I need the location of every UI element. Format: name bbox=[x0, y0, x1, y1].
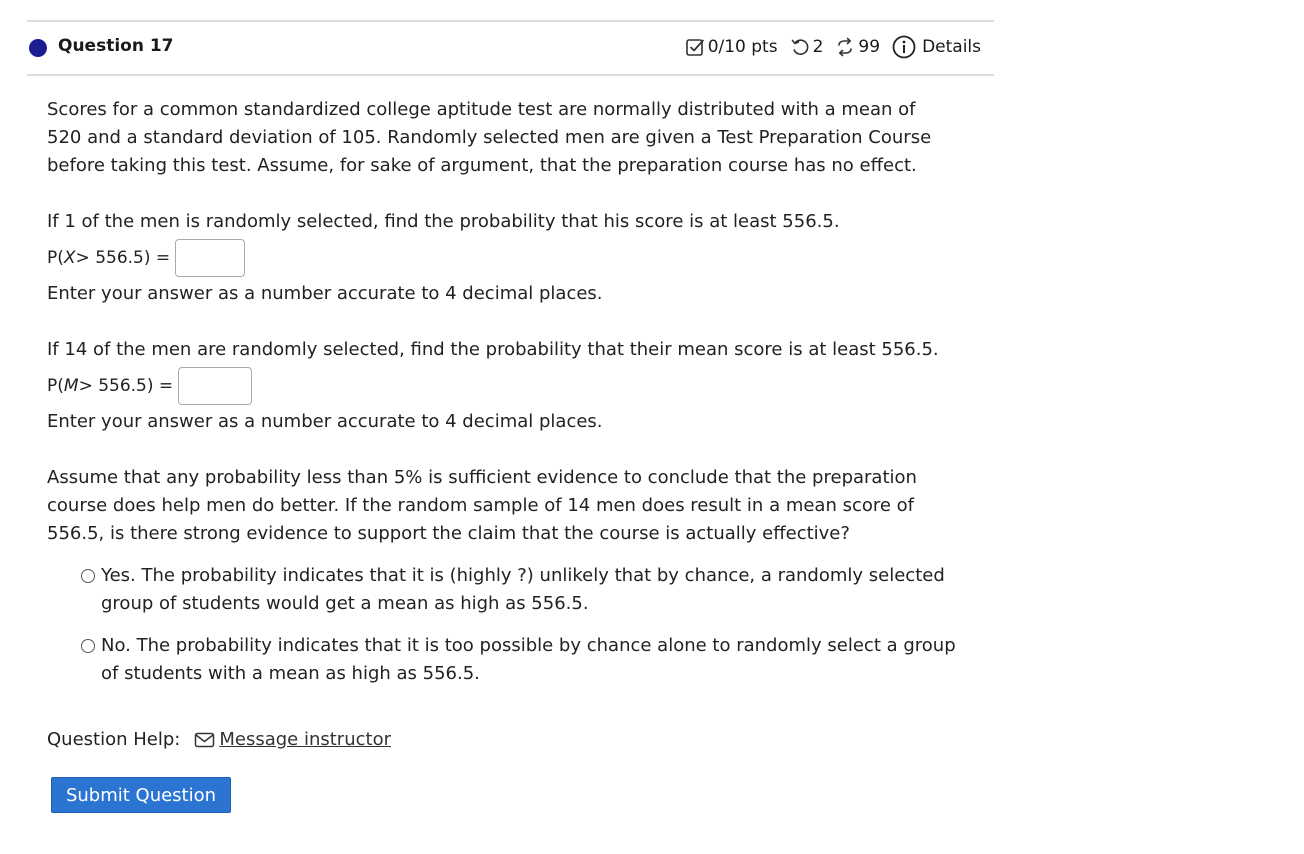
submit-question-button[interactable]: Submit Question bbox=[51, 777, 231, 813]
option-no-line2: of students with a mean as high as 556.5. bbox=[101, 663, 480, 684]
message-instructor-label: Message instructor bbox=[219, 729, 391, 750]
part2-probability-row bbox=[47, 364, 987, 408]
retries-count: 2 bbox=[812, 37, 824, 57]
part2-prob-suffix: > 556.5) = bbox=[78, 376, 174, 396]
question-body bbox=[47, 96, 987, 754]
radio-option-no-label bbox=[101, 632, 981, 688]
retries-indicator bbox=[790, 37, 824, 57]
info-icon bbox=[892, 35, 916, 59]
question-title: Question 17 bbox=[58, 36, 174, 56]
part1-instruction: Enter your answer as a number accurate to 4 decimal places. bbox=[47, 283, 603, 304]
part1-prob-suffix: > 556.5) = bbox=[75, 248, 171, 268]
question-meta bbox=[685, 35, 981, 59]
part2-answer-input[interactable] bbox=[178, 367, 252, 405]
points-indicator bbox=[685, 37, 778, 57]
part3-line: Assume that any probability less than 5% is sufficient evidence to conclude that the preparation bbox=[47, 467, 917, 488]
intro-line: Scores for a common standardized college aptitude test are normally distributed with a mean of bbox=[47, 99, 916, 120]
part3-line: 556.5, is there strong evidence to support the claim that the course is actually effective? bbox=[47, 523, 850, 544]
part1-prompt: If 1 of the men is randomly selected, find the probability that his score is at least 556.5. bbox=[47, 211, 840, 232]
part2-instruction: Enter your answer as a number accurate to 4 decimal places. bbox=[47, 411, 603, 432]
intro-line: 520 and a standard deviation of 105. Randomly selected men are given a Test Preparation Course bbox=[47, 127, 932, 148]
part1-answer-input[interactable] bbox=[175, 239, 245, 277]
details-button[interactable] bbox=[892, 35, 981, 59]
question-status-dot bbox=[29, 39, 47, 57]
message-instructor-link[interactable] bbox=[194, 726, 391, 754]
part2-prompt: If 14 of the men are randomly selected, find the probability that their mean score is at least 556.5. bbox=[47, 339, 939, 360]
points-text: 0/10 pts bbox=[707, 37, 778, 57]
part1-prob-variable: X bbox=[63, 248, 76, 268]
radio-button-no[interactable] bbox=[81, 639, 95, 653]
option-yes-line2: group of students would get a mean as high as 556.5. bbox=[101, 593, 589, 614]
checkbox-edit-icon bbox=[685, 37, 705, 57]
part1-probability-row bbox=[47, 236, 987, 280]
radio-button-yes[interactable] bbox=[81, 569, 95, 583]
intro-paragraph bbox=[47, 96, 987, 180]
option-yes-line1: Yes. The probability indicates that it is (highly ?) unlikely that by chance, a randomly selected bbox=[101, 565, 945, 586]
part3-line: course does help men do better. If the random sample of 14 men does result in a mean score of bbox=[47, 495, 915, 516]
radio-option-no[interactable] bbox=[81, 632, 987, 688]
details-label: Details bbox=[922, 37, 981, 57]
question-header bbox=[27, 22, 994, 74]
attempts-count: 99 bbox=[858, 37, 881, 57]
part2-prob-variable: M bbox=[63, 376, 79, 396]
part1-prob-prefix: P( bbox=[47, 248, 64, 268]
envelope-icon bbox=[194, 732, 219, 748]
attempts-indicator bbox=[835, 37, 880, 57]
part3-question bbox=[47, 464, 987, 548]
radio-option-yes-label bbox=[101, 562, 981, 618]
undo-icon bbox=[790, 37, 810, 57]
part2-prob-prefix: P( bbox=[47, 376, 64, 396]
repeat-arrows-icon bbox=[835, 37, 855, 57]
intro-line: before taking this test. Assume, for sake of argument, that the preparation course has no effect. bbox=[47, 155, 917, 176]
radio-option-yes[interactable] bbox=[81, 562, 987, 618]
header-bottom-divider bbox=[27, 74, 994, 76]
question-help-label: Question Help: bbox=[47, 729, 181, 750]
question-help-row bbox=[47, 726, 987, 754]
option-no-line1: No. The probability indicates that it is too possible by chance alone to randomly select a group bbox=[101, 635, 956, 656]
